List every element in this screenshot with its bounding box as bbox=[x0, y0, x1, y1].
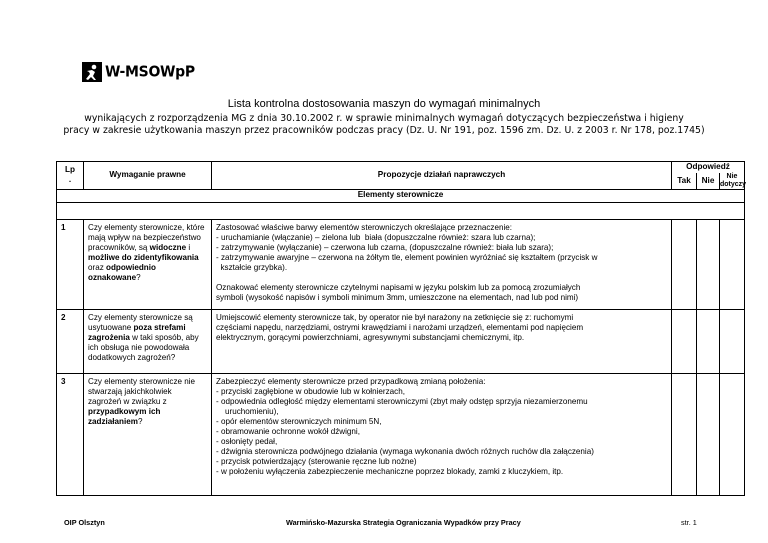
header-proposals: Propozycje działań naprawczych bbox=[212, 162, 672, 190]
row-requirement: Czy elementy sterownicze, które mają wpływ na bezpieczeństwo pracowników, są widoczne i możliwe do zidentyfikowania oraz odpowiednio oznakowane? bbox=[84, 219, 212, 309]
answer-yes-cell[interactable] bbox=[672, 219, 697, 309]
answer-yes-cell[interactable] bbox=[672, 373, 697, 495]
answer-no-cell[interactable] bbox=[697, 219, 720, 309]
footer-center: Warmińsko-Mazurska Strategia Ograniczania Wypadków przy Pracy bbox=[286, 518, 521, 527]
header-yes: Tak bbox=[672, 173, 697, 190]
document-title: Lista kontrolna dostosowania maszyn do wymagań minimalnych bbox=[227, 98, 541, 110]
row-requirement: Czy elementy sterownicze nie stwarzają jakichkolwiek zagrożeń w związku z przypadkowym ich zadziałaniem? bbox=[84, 373, 212, 495]
answer-na-cell[interactable] bbox=[720, 219, 745, 309]
row-requirement: Czy elementy sterownicze są usytuowane poza strefami zagrożenia w taki sposób, aby ich obsługa nie powodowała dodatkowych zagrożeń? bbox=[84, 309, 212, 373]
row-proposals: Zastosować właściwe barwy elementów sterowniczych określające przeznaczenie: - uruchamianie (włączanie) – zielona lub biała (dopuszczalne również: szara lub czarna); - zatrzymywanie (wyłączanie) – czerwona lub czarna, (dopuszczalne również: biała lub szara); - zatrzymywanie awaryjne – czerwona na żółtym tle, element powinien wyróżniać się kształtem (przycisk w kształcie grzybka). Oznakować elementy sterownicze czytelnymi napisami w języku polskim lub za pomocą zrozumiałych symboli (wysokość napisów i symboli minimum 3mm, umieszczone na elementach, nad lub pod nimi) bbox=[212, 219, 672, 309]
row-number: 2 bbox=[57, 309, 84, 373]
spacer-row bbox=[57, 202, 745, 219]
row-proposals: Zabezpieczyć elementy sterownicze przed przypadkową zmianą położenia: - przyciski zagłębione w obudowie lub w kołnierzach, - odpowiednia odległość między elementami sterowniczymi (zbyt mały odstęp sprzyja niezamierzonemu uruchomieniu), - opór elementów sterowniczych minimum 5N, - obramowanie ochronne wokół dźwigni, - osłonięty pedał, - dźwignia sterownicza podwójnego działania (wymaga wykonania dwóch różnych ruchów dla załączenia) - przycisk potwierdzający (sterowanie ręczne lub nożne) - w położeniu wyłączenia zabezpieczenie mechaniczne poprzez blokady, zamki z kluczykiem, itp. bbox=[212, 373, 672, 495]
page-number: str. 1 bbox=[681, 518, 697, 527]
header-lp: Lp . bbox=[57, 162, 84, 190]
header-not-applicable: Nie dotyczy bbox=[720, 172, 747, 188]
checklist-table bbox=[56, 161, 745, 496]
header-answer: Odpowiedź bbox=[672, 162, 745, 173]
answer-no-cell[interactable] bbox=[697, 373, 720, 495]
header-requirement: Wymaganie prawne bbox=[84, 162, 212, 190]
document-subtitle-line1: wynikających z rozporządzenia MG z dnia 30.10.2002 r. w sprawie minimalnych wymagań dotyczących bezpieczeństwa i higieny bbox=[84, 113, 684, 124]
answer-na-cell[interactable] bbox=[720, 373, 745, 495]
answer-no-cell[interactable] bbox=[697, 309, 720, 373]
document-subtitle-line2: pracy w zakresie użytkowania maszyn przez pracowników podczas pracy (Dz. U. Nr 191, poz. 1596 zm. Dz. U. z 2003 r. Nr 178, poz.1745) bbox=[63, 125, 705, 136]
answer-na-cell[interactable] bbox=[720, 309, 745, 373]
header-no: Nie bbox=[697, 173, 720, 190]
table-row bbox=[57, 219, 745, 309]
logo-text: W-MSOWpP bbox=[105, 63, 195, 81]
answer-yes-cell[interactable] bbox=[672, 309, 697, 373]
table-row bbox=[57, 373, 745, 495]
logo bbox=[82, 62, 195, 82]
row-number: 1 bbox=[57, 219, 84, 309]
row-number: 3 bbox=[57, 373, 84, 495]
table-row bbox=[57, 309, 745, 373]
section-title: Elementy sterownicze bbox=[57, 189, 745, 202]
logo-figure-icon bbox=[82, 62, 102, 82]
footer-left: OIP Olsztyn bbox=[64, 518, 105, 527]
row-proposals: Umiejscowić elementy sterownicze tak, by operator nie był narażony na zetknięcie się z: ruchomymi częściami napędu, narzędziami, ostrymi krawędziami i narożami urządzeń, elementami pod napięciem elektrycznym, gorącymi powierzchniami, agresywnymi substancjami chemicznymi, itp. bbox=[212, 309, 672, 373]
